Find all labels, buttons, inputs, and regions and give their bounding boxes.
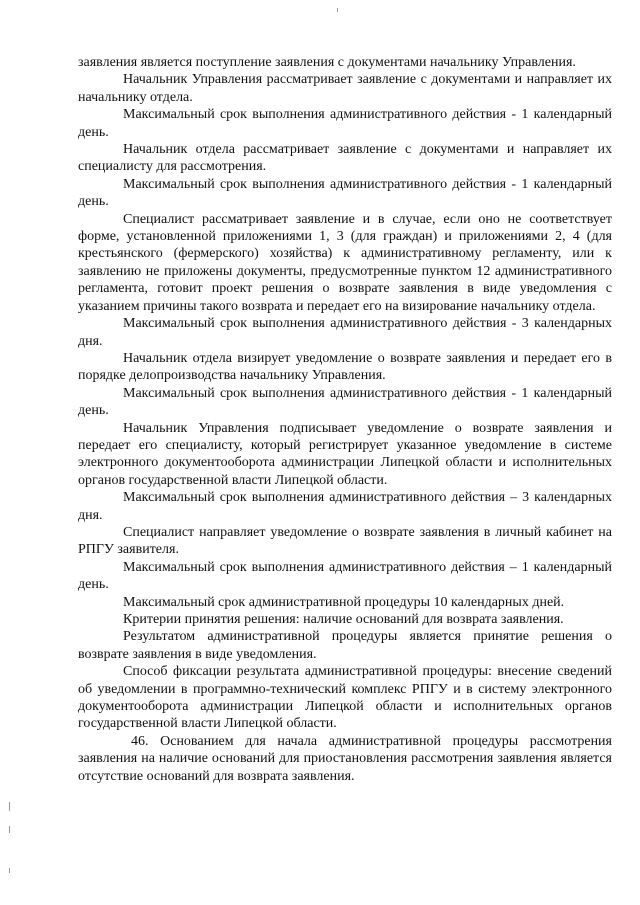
paragraph-numbered-46: 46. Основанием для начала административной процедуры рассмотрения заявления на наличие оснований для приостановления рассмотрения заявления является отсутствие оснований для возврата заявления. [78, 733, 612, 784]
paragraph-max-term: Максимальный срок выполнения административного действия - 1 календарный день. [78, 176, 612, 210]
paragraph: Специалист рассматривает заявление и в случае, если оно не соответствует форме, установленной приложениями 1, 3 (для граждан) и приложениями 2, 4 (для крестьянского (фермерского) хозяйства) к административному регламенту, или к заявлению не приложены документы, предусмотренные пунктом 12 административного регламента, готовит проект решения о возврате заявления в виде уведомления с указанием причины такого возврата и передает его на визирование начальнику отдела. [78, 211, 612, 314]
scan-mark [9, 826, 10, 833]
paragraph: Начальник Управления подписывает уведомление о возврате заявления и передает его специалисту, который регистрирует указанное уведомление в системе электронного документооборота администрации Липецкой области и исполнительных органов государственной власти Липецкой области. [78, 420, 612, 488]
paragraph-continuation: заявления является поступление заявления с документами начальнику Управления. [78, 55, 576, 70]
paragraph: Начальник отдела рассматривает заявление с документами и направляет их специалисту для рассмотрения. [78, 142, 612, 175]
paragraph: Начальник отдела визирует уведомление о возврате заявления и передает его в порядке делопроизводства начальнику Управления. [78, 350, 612, 384]
paragraph-max-term: Максимальный срок выполнения административного действия - 1 календарный день. [78, 107, 612, 140]
scan-mark [9, 868, 10, 873]
paragraph-procedure-term: Максимальный срок административной процедуры 10 календарных дней. [123, 594, 565, 610]
scan-mark [337, 8, 338, 12]
scan-mark [9, 802, 10, 811]
paragraph-max-term: Максимальный срок выполнения административного действия – 3 календарных дня. [78, 490, 612, 523]
paragraph-result: Результатом административной процедуры является принятие решения о возврате заявления в виде уведомления. [78, 629, 612, 662]
document-body [78, 54, 612, 785]
paragraph-decision-criteria: Критерии принятия решения: наличие оснований для возврата заявления. [123, 612, 564, 627]
paragraph-fixation-method: Способ фиксации результата административной процедуры: внесение сведений об уведомлении в программно-технический комплекс РПГУ и в систему электронного документооборота администрации Липецкой области и исполнительных органов государственной власти Липецкой области. [78, 664, 612, 732]
paragraph: Специалист направляет уведомление о возврате заявления в личный кабинет на РПГУ заявителя. [78, 524, 612, 558]
paragraph-max-term: Максимальный срок выполнения административного действия – 1 календарный день. [78, 559, 612, 593]
paragraph-max-term: Максимальный срок выполнения административного действия - 1 календарный день. [78, 385, 612, 419]
paragraph: Начальник Управления рассматривает заявление с документами и направляет их начальнику отдела. [78, 72, 612, 105]
paragraph-max-term: Максимальный срок выполнения административного действия - 3 календарных дня. [78, 316, 612, 349]
